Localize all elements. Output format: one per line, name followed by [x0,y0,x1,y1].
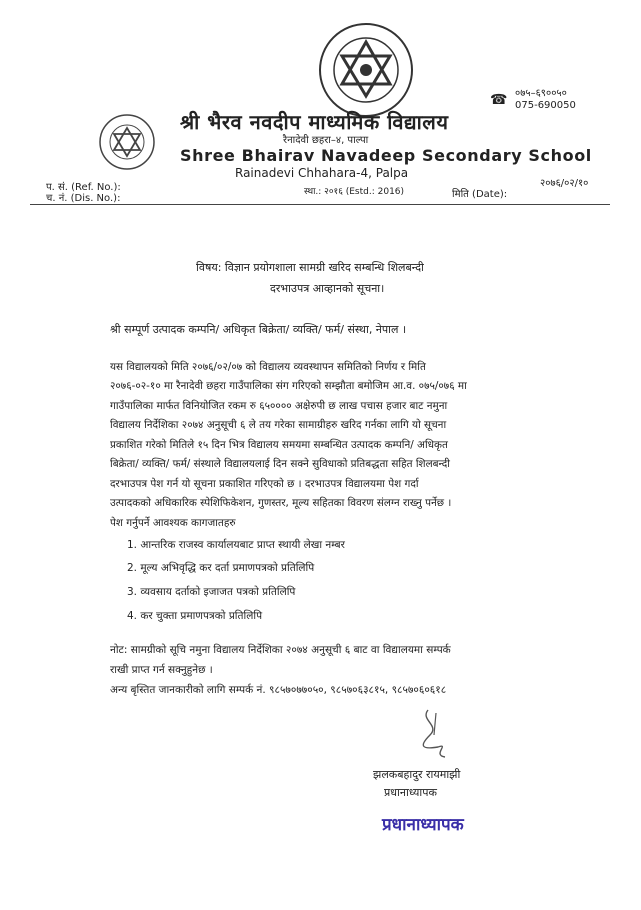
phone-english: 075-690050 [515,100,576,111]
school-seal-small [98,113,156,171]
body-line: उत्पादकको अधिकारिक स्पेशिफिकेशन, गुणस्तर, मूल्य सहितका विवरण संलग्न राख्नु पर्नेछ । [110,497,452,509]
dispatch-number-label: च. नं. (Dis. No.): [46,193,121,204]
body-line: यस विद्यालयको मिति २०७६/०२/०७ को विद्यालय व्यवस्थापन समितिको निर्णय र मिति [110,361,426,373]
body-line: विद्यालय निर्देशिका २०७४ अनुसूची ६ ले तय गरेका सामाग्रीहरु खरिद गर्नका लागि यो सूचना [110,419,447,431]
contact-line: अन्य बृस्तित जानकारीको लागि सम्पर्क नं. ९८५७०७७०५०, ९८५७०६३८१५, ९८५७०६०६१८ [110,684,447,696]
document-item: 2. मूल्य अभिवृद्धि कर दर्ता प्रमाणपत्रको प्रतिलिपि [127,562,315,574]
body-line: बिक्रेता/ व्यक्ति/ फर्म/ संस्थाले विद्यालयलाई दिन सक्ने सुविधाको प्रतिबद्धता सहित शिलबन्दी [110,458,450,470]
signer-name: झलकबहादुर रायमाझी [373,768,461,781]
date-label: मिति (Date): [452,189,508,200]
phone-numbers [515,88,576,112]
established-year: स्था.: २०१६ (Estd.: 2016) [304,187,405,197]
required-documents-heading: पेश गर्नुपर्ने आवश्यक कागजातहरु [110,517,236,529]
addressee: श्री सम्पूर्ण उत्पादक कम्पनि/ अधिकृत बिक्रेता/ व्यक्ति/ फर्म/ संस्था, नेपाल । [110,323,407,336]
note-line-2: राखी प्राप्त गर्न सक्नुहुनेछ । [110,664,213,676]
phone-nepali: ०७५–६९००५० [515,88,567,99]
body-line: गाउँपालिका मार्फत विनियोजित रकम रु ६५०००० अक्षेरुपी छ लाख पचास हजार बाट नमुना [110,400,448,412]
subject-line-1: विषय: विज्ञान प्रयोगशाला सामग्री खरिद सम्बन्धि शिलबन्दी [196,261,424,274]
headmaster-stamp: प्रधानाध्यापक [382,815,464,835]
date-value: २०७६/०२/१० [540,178,589,189]
reference-number-label: प. सं. (Ref. No.): [46,182,121,193]
body-line: प्रकाशित गरेको मितिले १५ दिन भित्र विद्यालय समयमा सम्बन्धित उत्पादक कम्पनि/ अधिकृत [110,439,448,451]
header-divider [30,204,610,205]
body-line: दरभाउपत्र पेश गर्न यो सूचना प्रकाशित गरिएको छ । दरभाउपत्र विद्यालयमा पेश गर्दा [110,478,419,490]
telephone-icon: ☎ [490,92,508,108]
school-seal-large [318,22,414,118]
document-item: 3. व्यवसाय दर्ताको इजाजत पत्रको प्रतिलिपि [127,586,296,598]
subject-line-2: दरभाउपत्र आव्हानको सूचना। [270,282,385,295]
school-address-nepali: रैनादेवी छहरा–४, पाल्पा [283,135,369,146]
signer-title: प्रधानाध्यापक [384,786,437,799]
document-item: 1. आन्तरिक राजस्व कार्यालयबाट प्राप्त स्थायी लेखा नम्बर [127,539,345,551]
school-address-english: Rainadevi Chhahara-4, Palpa [235,166,409,180]
body-line: २०७६-०२-१० मा रैनादेवी छहरा गाउँपालिका संग गरिएको सम्झौता बमोजिम आ.व. ०७५/०७६ मा [110,380,467,392]
school-name-english: Shree Bhairav Navadeep Secondary School [180,146,592,165]
school-name-nepali: श्री भैरव नवदीप माध्यमिक विद्यालय [180,110,449,134]
document-item: 4. कर चुक्ता प्रमाणपत्रको प्रतिलिपि [127,610,263,622]
handwritten-signature [410,705,460,760]
note-line-1: नोट: सामग्रीको सूचि नमुना विद्यालय निर्देशिका २०७४ अनुसूची ६ बाट वा विद्यालयमा सम्पर्क [110,644,451,656]
